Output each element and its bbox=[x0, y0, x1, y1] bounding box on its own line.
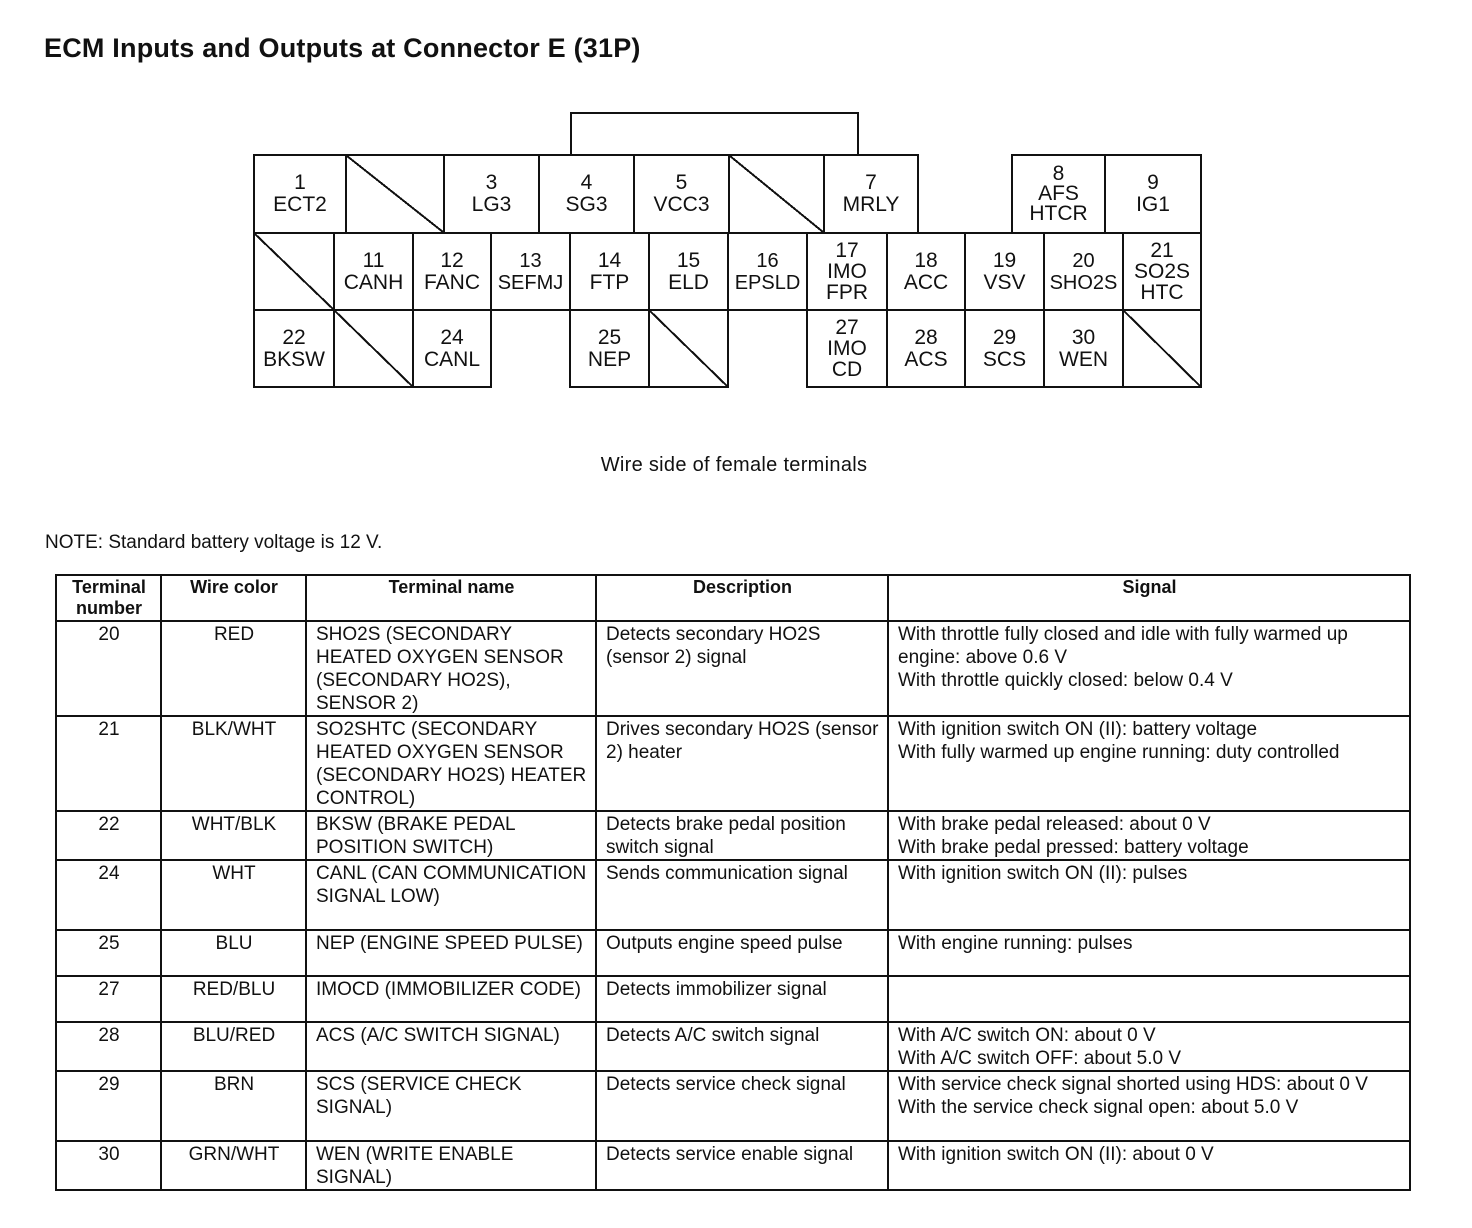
cell-terminal-number: 22 bbox=[56, 811, 161, 860]
signal-line: With throttle fully closed and idle with fully warmed up engine: above 0.6 V bbox=[898, 624, 1348, 668]
terminal-12 bbox=[412, 232, 492, 311]
terminal-label: VCC3 bbox=[653, 193, 710, 216]
terminal-29 bbox=[964, 309, 1045, 388]
cell-terminal-number: 30 bbox=[56, 1141, 161, 1190]
cell-terminal-name: ACS (A/C SWITCH SIGNAL) bbox=[306, 1022, 596, 1071]
terminal-number: 13 bbox=[519, 249, 542, 272]
terminal-label: LG3 bbox=[471, 193, 512, 216]
table-row bbox=[56, 1071, 1410, 1141]
terminal-label: MRLY bbox=[842, 193, 900, 216]
cell-terminal-number: 27 bbox=[56, 976, 161, 1022]
signal-line: With ignition switch ON (II): about 0 V bbox=[898, 1144, 1214, 1165]
table-row bbox=[56, 860, 1410, 930]
terminal-label: SO2S HTC bbox=[1133, 260, 1191, 304]
cell-signal bbox=[888, 1141, 1410, 1190]
terminal-label: ACC bbox=[903, 270, 949, 294]
terminal-label: VSV bbox=[983, 270, 1026, 294]
terminal-number: 16 bbox=[756, 249, 779, 272]
cell-signal bbox=[888, 976, 1410, 1022]
signal-line: With the service check signal open: about 5.0 V bbox=[898, 1097, 1299, 1118]
signal-line: With ignition switch ON (II): pulses bbox=[898, 863, 1188, 884]
cell-wire-color: BLK/WHT bbox=[161, 716, 306, 811]
terminal-15 bbox=[648, 232, 729, 311]
terminal-number: 9 bbox=[1147, 171, 1159, 194]
terminal-5 bbox=[633, 154, 730, 234]
terminal-30 bbox=[1043, 309, 1124, 388]
signal-line: With A/C switch OFF: about 5.0 V bbox=[898, 1048, 1181, 1069]
terminal-number: 12 bbox=[440, 248, 464, 272]
terminal-label: SG3 bbox=[565, 193, 608, 216]
terminal-label: WEN bbox=[1059, 347, 1108, 371]
cell-terminal-name: SHO2S (SECONDARY HEATED OXYGEN SENSOR (SECONDARY HO2S), SENSOR 2) bbox=[306, 621, 596, 716]
diagram-caption: Wire side of female terminals bbox=[600, 454, 868, 476]
cell-signal bbox=[888, 716, 1410, 811]
cell-wire-color: BLU bbox=[161, 930, 306, 976]
cell-signal bbox=[888, 621, 1410, 716]
table-body bbox=[56, 621, 1410, 1190]
terminal-27 bbox=[806, 309, 888, 388]
terminal-16 bbox=[727, 232, 808, 311]
terminal-number: 5 bbox=[675, 171, 688, 194]
terminal-23-empty bbox=[333, 309, 414, 388]
table-row bbox=[56, 976, 1410, 1022]
terminal-8 bbox=[1011, 154, 1106, 234]
terminal-2-empty bbox=[345, 154, 445, 234]
cell-terminal-number: 28 bbox=[56, 1022, 161, 1071]
signal-line: With fully warmed up engine running: duty controlled bbox=[898, 742, 1340, 763]
header-terminal-number: Terminal number bbox=[56, 575, 161, 621]
cell-terminal-number: 29 bbox=[56, 1071, 161, 1141]
terminal-10-empty bbox=[253, 232, 335, 311]
terminal-21 bbox=[1122, 232, 1202, 311]
terminal-number: 21 bbox=[1150, 239, 1174, 262]
terminal-number: 17 bbox=[835, 239, 859, 262]
terminal-17 bbox=[806, 232, 888, 311]
terminal-label: AFS HTCR bbox=[1029, 182, 1088, 225]
terminal-label: FANC bbox=[423, 270, 480, 294]
cell-signal bbox=[888, 930, 1410, 976]
terminal-label: EPSLD bbox=[734, 271, 801, 294]
cell-wire-color: GRN/WHT bbox=[161, 1141, 306, 1190]
terminal-label: CANH bbox=[343, 270, 404, 294]
signal-line: With engine running: pulses bbox=[898, 933, 1133, 954]
terminal-7 bbox=[823, 154, 919, 234]
cell-terminal-name: WEN (WRITE ENABLE SIGNAL) bbox=[306, 1141, 596, 1190]
table-row bbox=[56, 1022, 1410, 1071]
terminal-3 bbox=[443, 154, 540, 234]
terminal-number: 3 bbox=[485, 171, 498, 194]
cell-description: Drives secondary HO2S (sensor 2) heater bbox=[596, 716, 888, 811]
terminal-11 bbox=[333, 232, 414, 311]
cell-wire-color: WHT/BLK bbox=[161, 811, 306, 860]
terminal-label: NEP bbox=[587, 347, 632, 371]
table-row bbox=[56, 811, 1410, 860]
header-wire-color: Wire color bbox=[161, 575, 306, 621]
terminal-19 bbox=[964, 232, 1045, 311]
page-title: ECM Inputs and Outputs at Connector E (31P) bbox=[44, 33, 641, 63]
terminal-number: 1 bbox=[294, 171, 306, 194]
cell-terminal-name: CANL (CAN COMMUNICATION SIGNAL LOW) bbox=[306, 860, 596, 930]
cell-wire-color: RED bbox=[161, 621, 306, 716]
table-row bbox=[56, 621, 1410, 716]
cell-terminal-name: IMOCD (IMMOBILIZER CODE) bbox=[306, 976, 596, 1022]
cell-description: Detects secondary HO2S (sensor 2) signal bbox=[596, 621, 888, 716]
terminal-number: 11 bbox=[362, 248, 385, 272]
terminal-1 bbox=[253, 154, 347, 234]
cell-signal bbox=[888, 1022, 1410, 1071]
terminal-6-empty bbox=[728, 154, 825, 234]
terminal-label: FTP bbox=[589, 270, 630, 294]
terminal-25 bbox=[569, 309, 650, 388]
cell-terminal-number: 25 bbox=[56, 930, 161, 976]
terminal-label: BKSW bbox=[263, 347, 325, 371]
signal-line: With throttle quickly closed: below 0.4 V bbox=[898, 670, 1233, 691]
cell-description: Detects brake pedal position switch signal bbox=[596, 811, 888, 860]
terminal-number: 4 bbox=[580, 171, 593, 194]
terminal-9 bbox=[1104, 154, 1202, 234]
cell-terminal-name: SO2SHTC (SECONDARY HEATED OXYGEN SENSOR (SECONDARY HO2S) HEATER CONTROL) bbox=[306, 716, 596, 811]
table-header-row bbox=[56, 575, 1410, 621]
terminal-number: 18 bbox=[914, 248, 938, 272]
terminal-4 bbox=[538, 154, 635, 234]
terminal-26-empty bbox=[648, 309, 729, 388]
terminal-20 bbox=[1043, 232, 1124, 311]
cell-terminal-number: 24 bbox=[56, 860, 161, 930]
terminal-number: 29 bbox=[992, 325, 1017, 349]
signal-line: With A/C switch ON: about 0 V bbox=[898, 1025, 1156, 1046]
terminal-label: SCS bbox=[982, 347, 1027, 371]
cell-signal bbox=[888, 811, 1410, 860]
terminal-24 bbox=[412, 309, 492, 388]
cell-terminal-name: SCS (SERVICE CHECK SIGNAL) bbox=[306, 1071, 596, 1141]
terminal-label: ECT2 bbox=[273, 193, 327, 216]
cell-description: Detects service enable signal bbox=[596, 1141, 888, 1190]
terminal-14 bbox=[569, 232, 650, 311]
terminal-label: ELD bbox=[668, 270, 709, 294]
cell-description: Detects service check signal bbox=[596, 1071, 888, 1141]
cell-terminal-name: NEP (ENGINE SPEED PULSE) bbox=[306, 930, 596, 976]
signal-line: With brake pedal pressed: battery voltage bbox=[898, 837, 1249, 858]
terminal-label: IMO CD bbox=[827, 337, 867, 381]
cell-description: Sends communication signal bbox=[596, 860, 888, 930]
cell-description: Detects immobilizer signal bbox=[596, 976, 888, 1022]
terminal-label: IG1 bbox=[1136, 193, 1170, 216]
signal-line: With brake pedal released: about 0 V bbox=[898, 814, 1211, 835]
terminal-label: SHO2S bbox=[1049, 271, 1118, 294]
cell-wire-color: BLU/RED bbox=[161, 1022, 306, 1071]
cell-wire-color: WHT bbox=[161, 860, 306, 930]
terminal-13 bbox=[490, 232, 571, 311]
cell-description: Outputs engine speed pulse bbox=[596, 930, 888, 976]
terminal-number: 15 bbox=[676, 248, 701, 272]
terminal-number: 28 bbox=[914, 325, 938, 349]
terminal-28 bbox=[886, 309, 966, 388]
terminal-number: 27 bbox=[835, 316, 859, 339]
cell-terminal-number: 20 bbox=[56, 621, 161, 716]
header-signal: Signal bbox=[888, 575, 1410, 621]
terminal-31-empty bbox=[1122, 309, 1202, 388]
cell-terminal-number: 21 bbox=[56, 716, 161, 811]
terminal-number: 19 bbox=[992, 248, 1017, 272]
terminal-22 bbox=[253, 309, 335, 388]
terminal-18 bbox=[886, 232, 966, 311]
terminal-label: IMO FPR bbox=[826, 260, 868, 304]
terminal-number: 24 bbox=[440, 325, 464, 349]
terminal-label: CANL bbox=[423, 347, 481, 371]
terminal-number: 14 bbox=[597, 248, 622, 272]
terminal-number: 30 bbox=[1071, 325, 1096, 349]
table-row bbox=[56, 716, 1410, 811]
cell-description: Detects A/C switch signal bbox=[596, 1022, 888, 1071]
terminal-number: 7 bbox=[865, 171, 877, 194]
table-row bbox=[56, 1141, 1410, 1190]
cell-wire-color: BRN bbox=[161, 1071, 306, 1141]
terminal-number: 20 bbox=[1072, 249, 1095, 272]
terminal-table bbox=[55, 574, 1411, 1191]
battery-note: NOTE: Standard battery voltage is 12 V. bbox=[45, 532, 383, 553]
header-description: Description bbox=[596, 575, 888, 621]
terminal-number: 8 bbox=[1052, 162, 1065, 185]
connector-key bbox=[570, 112, 859, 156]
cell-terminal-name: BKSW (BRAKE PEDAL POSITION SWITCH) bbox=[306, 811, 596, 860]
terminal-number: 22 bbox=[282, 325, 306, 349]
terminal-label: SEFMJ bbox=[497, 271, 564, 294]
terminal-number: 25 bbox=[597, 325, 622, 349]
cell-signal bbox=[888, 1071, 1410, 1141]
cell-wire-color: RED/BLU bbox=[161, 976, 306, 1022]
cell-signal bbox=[888, 860, 1410, 930]
terminal-label: ACS bbox=[904, 347, 948, 371]
header-terminal-name: Terminal name bbox=[306, 575, 596, 621]
signal-line: With service check signal shorted using HDS: about 0 V bbox=[898, 1074, 1368, 1095]
table-row bbox=[56, 930, 1410, 976]
signal-line: With ignition switch ON (II): battery voltage bbox=[898, 719, 1258, 740]
